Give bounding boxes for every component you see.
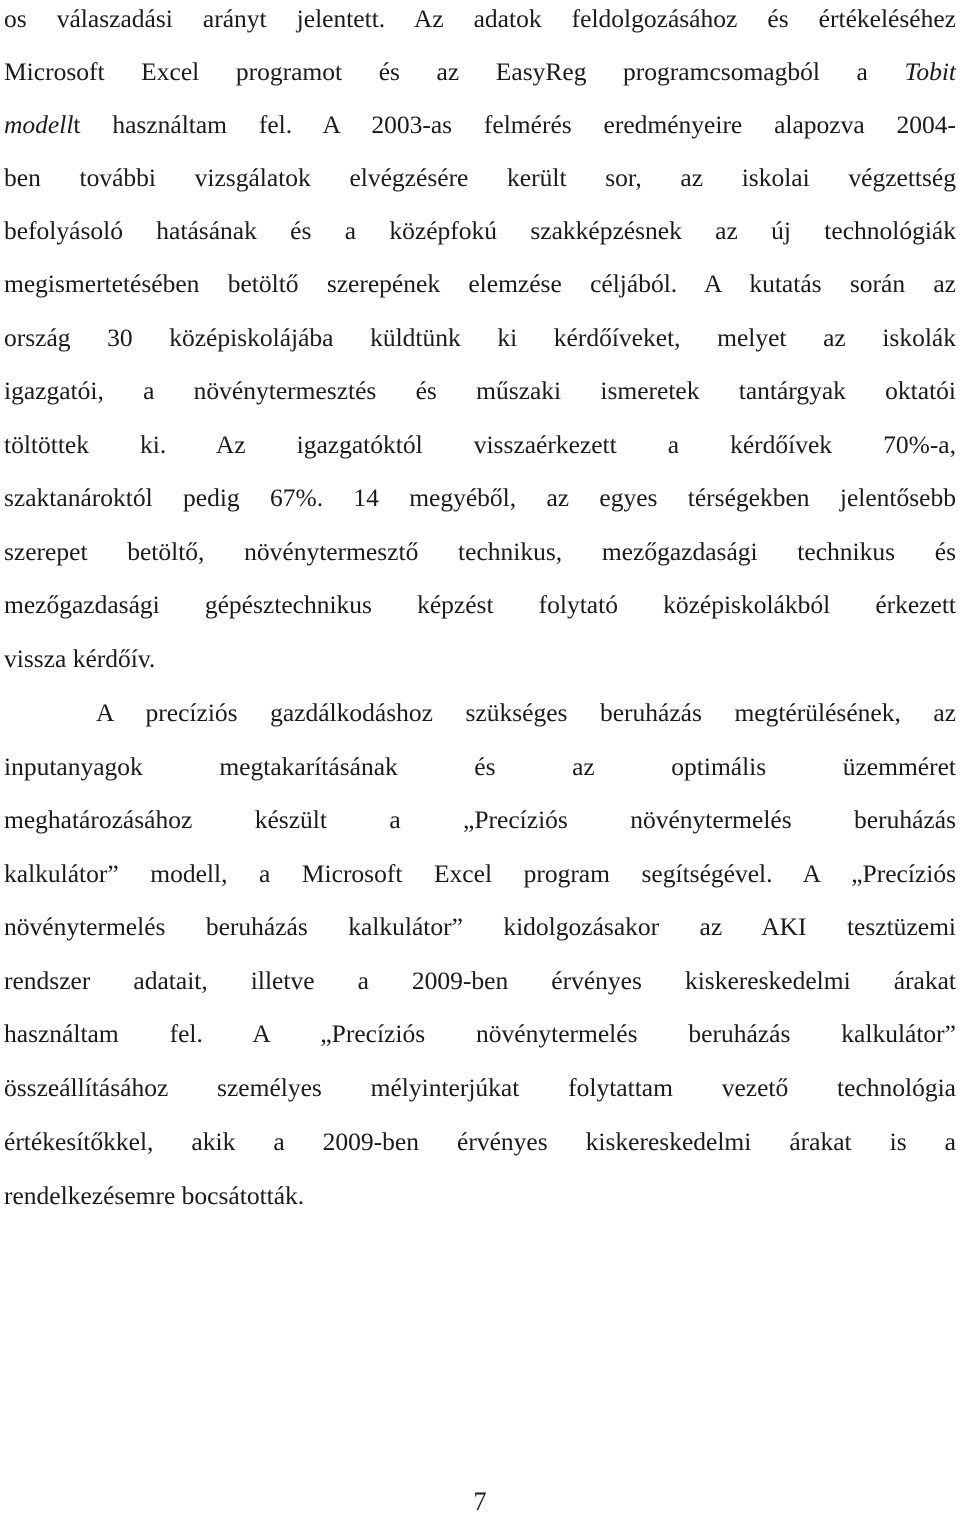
paragraph-1-line-11: szerepet betöltő, növénytermesztő technikus, mezőgazdasági technikus és bbox=[4, 537, 956, 566]
paragraph-1-line-2: Microsoft Excel programot és az EasyReg programcsomagból a Tobit bbox=[4, 57, 956, 86]
page-number: 7 bbox=[473, 1487, 487, 1516]
paragraph-2-line-5: növénytermelés beruházás kalkulátor” kidolgozásakor az AKI tesztüzemi bbox=[4, 912, 956, 941]
paragraph-1-line-9: töltöttek ki. Az igazgatóktól visszaérkezett a kérdőívek 70%-a, bbox=[4, 430, 956, 459]
italic-term: modell bbox=[4, 110, 74, 139]
paragraph-2-line-6: rendszer adatait, illetve a 2009-ben érvényes kiskereskedelmi árakat bbox=[4, 966, 956, 995]
paragraph-2-line-2: inputanyagok megtakarításának és az optimális üzemméret bbox=[4, 752, 956, 781]
paragraph-1-line-7: ország 30 középiskolájába küldtünk ki kérdőíveket, melyet az iskolák bbox=[4, 323, 956, 352]
paragraph-2-line-10: rendelkezésemre bocsátották. bbox=[4, 1181, 305, 1210]
paragraph-1-line-3: modellt használtam fel. A 2003-as felmérés eredményeire alapozva 2004- bbox=[4, 110, 956, 139]
italic-term: Tobit bbox=[904, 57, 956, 86]
paragraph-1-line-12: mezőgazdasági gépésztechnikus képzést folytató középiskolákból érkezett bbox=[4, 590, 956, 619]
paragraph-2-line-4: kalkulátor” modell, a Microsoft Excel program segítségével. A „Precíziós bbox=[4, 859, 956, 888]
paragraph-2-line-7: használtam fel. A „Precíziós növénytermelés beruházás kalkulátor” bbox=[4, 1019, 956, 1048]
document-page bbox=[4, 0, 956, 1517]
paragraph-1-line-1: os válaszadási arányt jelentett. Az adatok feldolgozásához és értékeléséhez bbox=[4, 4, 956, 33]
paragraph-1-line-8: igazgatói, a növénytermesztés és műszaki ismeretek tantárgyak oktatói bbox=[4, 376, 956, 405]
paragraph-2-line-9: értékesítőkkel, akik a 2009-ben érvényes kiskereskedelmi árakat is a bbox=[4, 1127, 956, 1156]
paragraph-1-line-4: ben további vizsgálatok elvégzésére került sor, az iskolai végzettség bbox=[4, 163, 956, 192]
paragraph-1-line-5: befolyásoló hatásának és a középfokú szakképzésnek az új technológiák bbox=[4, 216, 956, 245]
paragraph-2-line-1: A precíziós gazdálkodáshoz szükséges beruházás megtérülésének, az bbox=[96, 698, 956, 727]
paragraph-1-line-13: vissza kérdőív. bbox=[4, 644, 156, 673]
paragraph-2-line-8: összeállításához személyes mélyinterjúkat folytattam vezető technológia bbox=[4, 1073, 956, 1102]
paragraph-2-line-3: meghatározásához készült a „Precíziós növénytermelés beruházás bbox=[4, 805, 956, 834]
paragraph-1-line-10: szaktanároktól pedig 67%. 14 megyéből, az egyes térségekben jelentősebb bbox=[4, 483, 956, 512]
paragraph-1-line-6: megismertetésében betöltő szerepének elemzése céljából. A kutatás során az bbox=[4, 269, 956, 298]
